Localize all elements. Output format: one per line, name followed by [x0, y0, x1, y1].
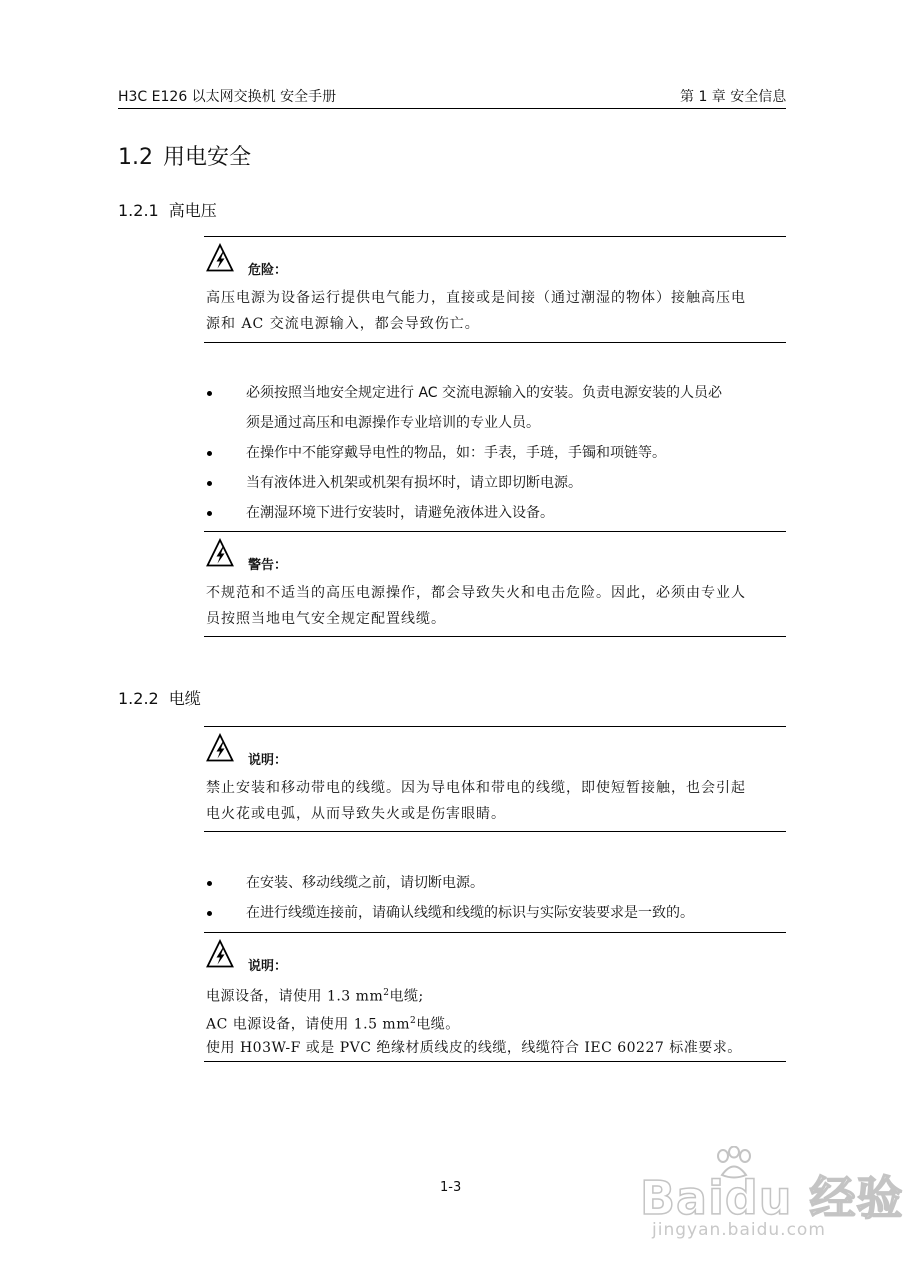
subsection-heading-high-voltage	[118, 198, 217, 221]
subsection-title: 电缆	[168, 689, 201, 708]
high-voltage-warning-icon	[206, 538, 234, 568]
list-item-line: 必须按照当地安全规定进行 AC 交流电源输入的安装。负责电源安装的人员必	[246, 385, 723, 401]
danger-notice	[204, 236, 786, 343]
bullet-dot	[207, 881, 212, 886]
watermark	[640, 1140, 904, 1260]
notice-body	[206, 285, 784, 337]
list-item	[204, 898, 786, 928]
running-header-title: H3C E126 以太网交换机 安全手册	[118, 89, 337, 105]
high-voltage-warning-icon	[206, 243, 234, 273]
bullet-dot	[207, 451, 212, 456]
cable-spec-line-ac	[206, 1009, 784, 1037]
header-divider	[118, 108, 786, 109]
list-item	[204, 438, 786, 468]
notice-line: 禁止安装和移动带电的线缆。因为导电体和带电的线缆，即使短暂接触，也会引起	[206, 780, 746, 796]
high-voltage-warning-icon	[206, 733, 234, 763]
spec-text: 电缆。	[416, 1016, 460, 1033]
cable-spec-line-material: 使用 H03W-F 或是 PVC 绝缘材质线皮的线缆，线缆符合 IEC 60227 标准要求。	[206, 1040, 742, 1057]
spec-text: AC 电源设备，请使用 1.5 mm	[206, 1016, 410, 1033]
notice-line: 电火花或电弧，从而导致失火或是伤害眼睛。	[206, 806, 506, 822]
notice-body	[206, 981, 784, 1060]
bullet-dot	[207, 391, 212, 396]
list-item-line: 在操作中不能穿戴导电性的物品，如：手表，手琏，手镯和项链等。	[246, 445, 666, 461]
notice-line: 不规范和不适当的高压电源操作，都会导致失火和电击危险。因此，必须由专业人	[206, 585, 746, 601]
bullet-dot	[207, 911, 212, 916]
notice-title: 危险：	[248, 263, 288, 278]
superscript: 2	[383, 988, 390, 998]
page-number: 1-3	[440, 1180, 462, 1195]
high-voltage-warning-icon	[206, 939, 234, 969]
notice-title: 警告：	[248, 558, 288, 573]
spec-text: 电源设备，请使用 1.3 mm	[206, 988, 384, 1005]
list-item	[204, 378, 786, 438]
list-item-line: 在潮湿环境下进行安装时，请避免液体进入设备。	[246, 505, 554, 521]
section-heading	[118, 140, 251, 171]
watermark-logo: Baidu 经验	[640, 1171, 904, 1225]
subsection-number: 1.2.2	[118, 689, 159, 708]
bullet-dot	[207, 481, 212, 486]
list-item-line: 须是通过高压和电源操作专业培训的专业人员。	[246, 415, 540, 431]
bullet-list-high-voltage	[204, 378, 786, 528]
subsection-title: 高电压	[168, 201, 217, 220]
notice-title: 说明：	[248, 753, 288, 768]
bullet-dot	[207, 511, 212, 516]
list-item-line: 在进行线缆连接前，请确认线缆和线缆的标识与实际安装要求是一致的。	[246, 905, 694, 921]
list-item	[204, 498, 786, 528]
notice-line: 源和 AC 交流电源输入，都会导致伤亡。	[206, 316, 480, 332]
notice-title: 说明：	[248, 959, 288, 974]
bullet-list-cables	[204, 868, 786, 928]
spec-text: 电缆;	[389, 988, 424, 1005]
watermark-url: jingyan.baidu.com	[652, 1220, 826, 1240]
note-notice	[204, 726, 786, 832]
list-item	[204, 868, 786, 898]
notice-body	[206, 580, 784, 632]
list-item	[204, 468, 786, 498]
notice-line: 高压电源为设备运行提供电气能力，直接或是间接（通过潮湿的物体）接触高压电	[206, 290, 746, 306]
list-item-line: 当有液体进入机架或机架有损坏时，请立即切断电源。	[246, 475, 582, 491]
superscript: 2	[410, 1015, 417, 1026]
cable-spec-line-power	[206, 981, 784, 1009]
notice-line: 员按照当地电气安全规定配置线缆。	[206, 611, 446, 627]
warning-notice	[204, 531, 786, 637]
subsection-number: 1.2.1	[118, 201, 159, 220]
subsection-heading-cables	[118, 686, 201, 709]
cable-spec-notice	[204, 932, 786, 1062]
list-item-line: 在安装、移动线缆之前，请切断电源。	[246, 875, 484, 891]
running-header-chapter: 第 1 章 安全信息	[680, 89, 787, 105]
section-number: 1.2	[118, 145, 153, 170]
section-title: 用电安全	[163, 145, 252, 170]
notice-body	[206, 775, 784, 827]
